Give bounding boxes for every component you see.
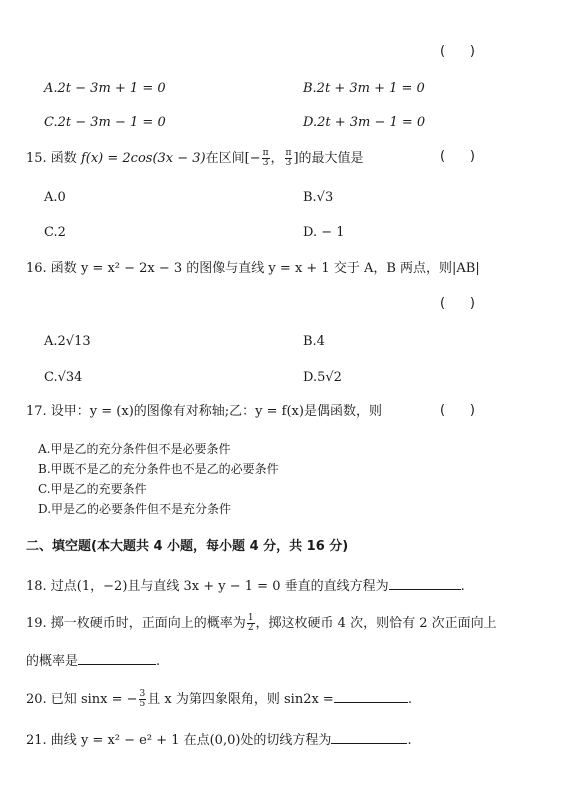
q15-mid: 在区间[− bbox=[205, 151, 261, 166]
answer-paren-q14: ( ) bbox=[440, 44, 475, 59]
q15-expr: f(x) = 2cos(3x − 3) bbox=[80, 151, 206, 166]
q15-frac-2-num: π bbox=[285, 148, 292, 158]
q20-end: . bbox=[407, 692, 412, 707]
q20-frac bbox=[139, 690, 147, 709]
q20-part1: 20. 已知 sinx = − bbox=[26, 692, 138, 707]
q20-question bbox=[26, 690, 412, 709]
q15-frac-1 bbox=[262, 149, 270, 168]
q19-end: . bbox=[156, 654, 161, 669]
q21-text: 21. 曲线 y = x² − e² + 1 在点(0,0)处的切线方程为 bbox=[26, 733, 332, 748]
q15-option-b: B.√3 bbox=[303, 190, 334, 205]
answer-paren-q15: ( ) bbox=[440, 149, 475, 164]
q16-option-d: D.5√2 bbox=[303, 370, 342, 385]
q15-frac-2-den: 3 bbox=[285, 158, 292, 168]
q15-option-d: D. − 1 bbox=[303, 225, 345, 240]
q19-answer-blank[interactable] bbox=[78, 652, 156, 665]
q19-frac-num: 1 bbox=[247, 613, 254, 623]
q15-suffix: ]的最大值是 bbox=[293, 151, 364, 166]
q20-answer-blank[interactable] bbox=[334, 690, 408, 703]
q15-option-a: A.0 bbox=[44, 190, 66, 205]
q21-end: . bbox=[407, 733, 412, 748]
q17-option-c: C.甲是乙的充要条件 bbox=[38, 482, 147, 496]
q14-option-a: A.2t − 3m + 1 = 0 bbox=[44, 81, 166, 96]
q19-part1: 19. 掷一枚硬币时，正面向上的概率为 bbox=[26, 616, 246, 631]
q21-question bbox=[26, 731, 412, 750]
q15-comma: ， bbox=[270, 151, 284, 166]
q16-option-b: B.4 bbox=[303, 334, 325, 349]
q18-question bbox=[26, 577, 465, 596]
q18-end: . bbox=[460, 579, 465, 594]
q21-answer-blank[interactable] bbox=[331, 731, 407, 744]
q20-part2: 且 x 为第四象限角，则 sin2x = bbox=[147, 692, 334, 707]
q15-option-c: C.2 bbox=[44, 225, 66, 240]
q19-question bbox=[26, 614, 497, 633]
q14-option-c: C.2t − 3m − 1 = 0 bbox=[44, 115, 166, 130]
q15-frac-1-num: π bbox=[262, 148, 269, 158]
q19-part2: ，掷这枚硬币 4 次，则恰有 2 次正面向上 bbox=[255, 616, 497, 631]
q15-frac-2 bbox=[285, 149, 293, 168]
q20-frac-num: 3 bbox=[139, 689, 146, 699]
q16-option-c: C.√34 bbox=[44, 370, 83, 385]
q18-text: 18. 过点(1，−2)且与直线 3x + y − 1 = 0 垂直的直线方程为 bbox=[26, 579, 389, 594]
q17-option-b: B.甲既不是乙的充分条件也不是乙的必要条件 bbox=[38, 462, 279, 476]
q15-prefix: 15. 函数 bbox=[26, 151, 81, 166]
q19-line2-text: 的概率是 bbox=[26, 654, 79, 669]
q20-frac-den: 5 bbox=[139, 699, 146, 709]
q15-question bbox=[26, 149, 364, 168]
answer-paren-q17: ( ) bbox=[440, 403, 475, 418]
q19-line2 bbox=[26, 652, 160, 671]
q14-option-d: D.2t + 3m − 1 = 0 bbox=[303, 115, 426, 130]
q16-question: 16. 函数 y = x² − 2x − 3 的图像与直线 y = x + 1 交于 A，B 两点，则|AB| bbox=[26, 261, 480, 276]
q16-option-a: A.2√13 bbox=[44, 334, 91, 349]
q14-option-b: B.2t + 3m + 1 = 0 bbox=[303, 81, 425, 96]
answer-paren-q16: ( ) bbox=[440, 296, 475, 311]
q19-frac bbox=[247, 614, 255, 633]
q17-question: 17. 设甲：y = (x)的图像有对称轴;乙：y = f(x)是偶函数，则 bbox=[26, 404, 382, 419]
q19-frac-den: 2 bbox=[247, 623, 254, 633]
q18-answer-blank[interactable] bbox=[389, 577, 461, 590]
q15-frac-1-den: 3 bbox=[262, 158, 269, 168]
q17-option-d: D.甲是乙的必要条件但不是充分条件 bbox=[38, 502, 232, 516]
q17-option-a: A.甲是乙的充分条件但不是必要条件 bbox=[38, 442, 231, 456]
section-2-title: 二、填空题(本大题共 4 小题，每小题 4 分，共 16 分) bbox=[26, 539, 349, 554]
